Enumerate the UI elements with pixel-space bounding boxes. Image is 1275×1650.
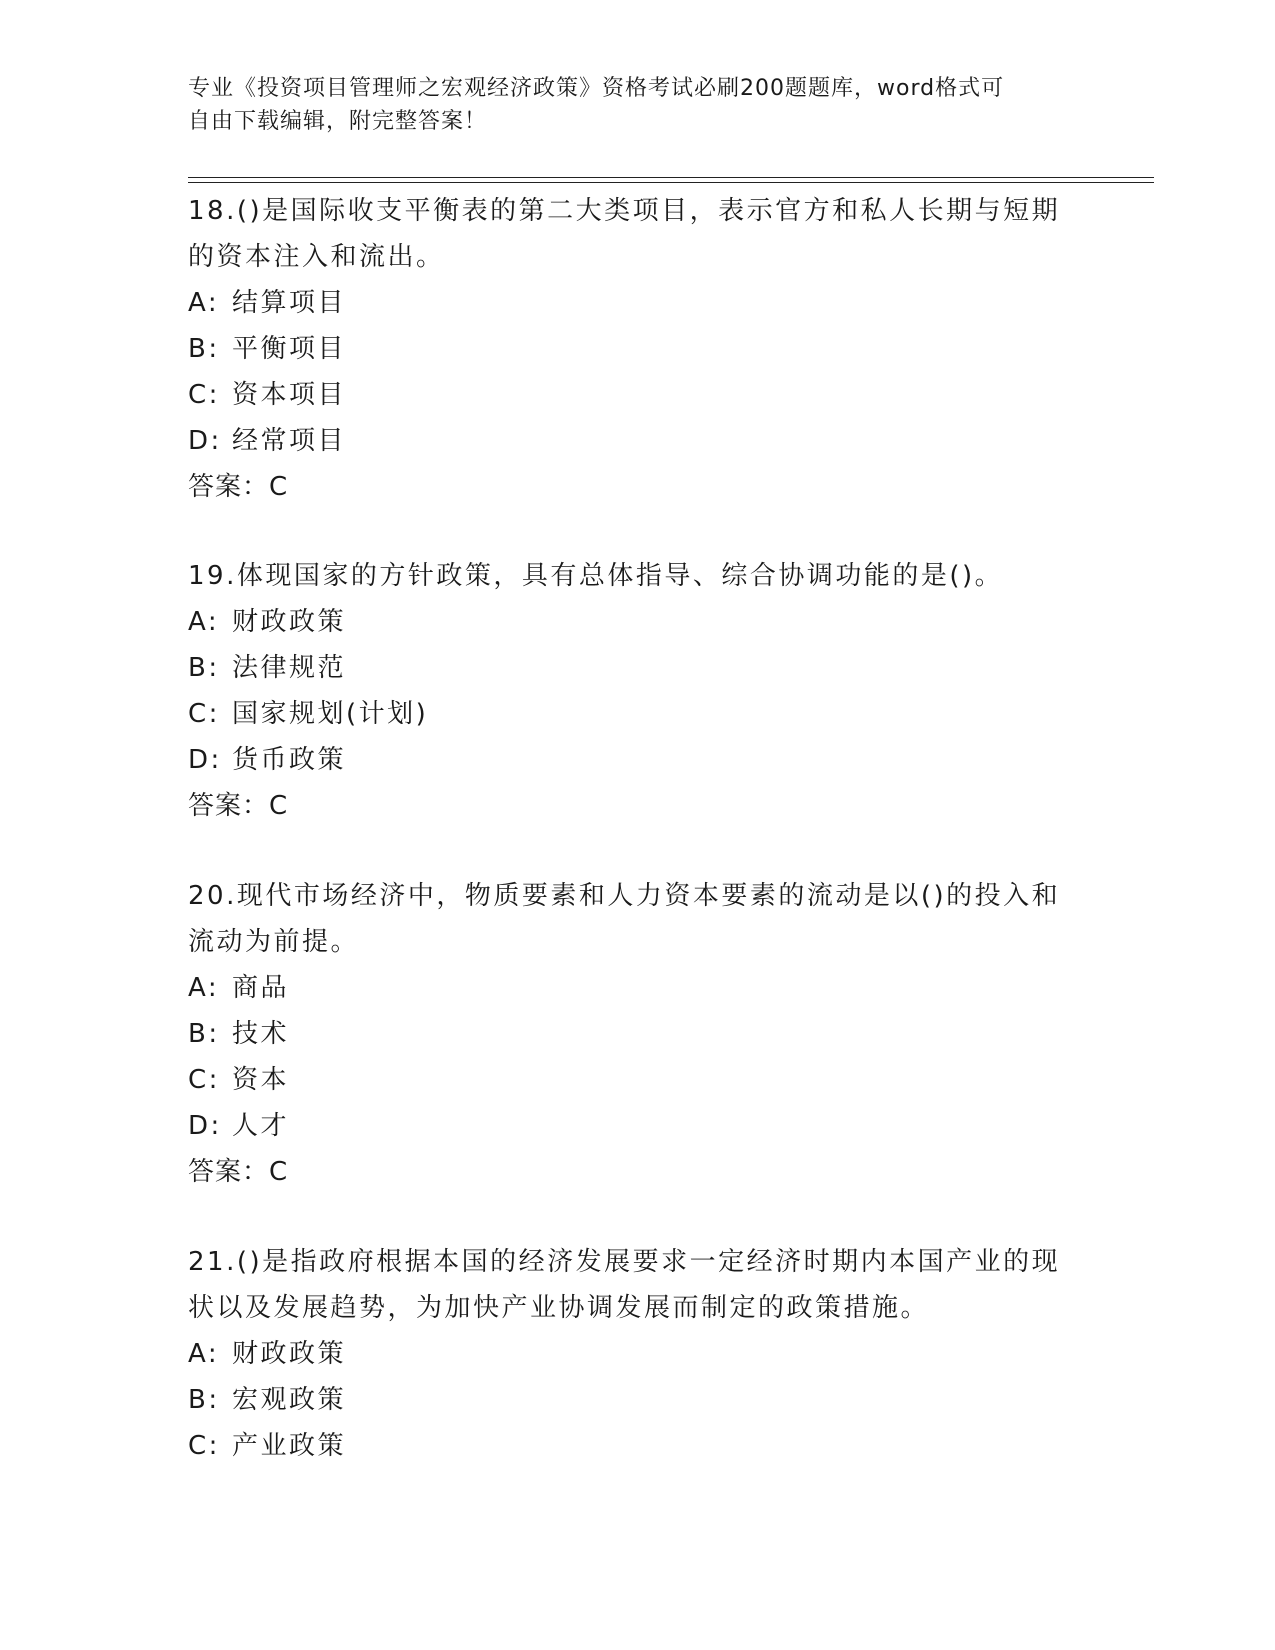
option-letter: A: [188, 1339, 220, 1369]
answer-line: 答案：C [188, 1157, 289, 1187]
option-letter: B: [188, 334, 220, 364]
question-20 [188, 873, 1088, 1195]
question-stem-line: 18.()是国际收支平衡表的第二大类项目，表示官方和私人长期与短期 [188, 196, 1061, 226]
option-letter: D: [188, 1111, 222, 1141]
option-letter: C: [188, 1065, 220, 1095]
option-text: 法律规范 [232, 653, 347, 683]
option-text: 商品 [232, 973, 290, 1003]
option-letter: B: [188, 653, 220, 683]
option-a [188, 280, 1088, 326]
header-divider-top [188, 177, 1154, 178]
question-stem-line: 19.体现国家的方针政策，具有总体指导、综合协调功能的是()。 [188, 561, 1004, 591]
option-letter: D: [188, 426, 222, 456]
option-text: 人才 [232, 1111, 290, 1141]
document-header [188, 72, 1068, 138]
option-d [188, 1103, 1088, 1149]
header-divider-bottom [188, 182, 1154, 183]
question-18 [188, 188, 1088, 510]
option-c [188, 1057, 1088, 1103]
option-d [188, 418, 1088, 464]
question-19 [188, 553, 1088, 829]
option-a [188, 965, 1088, 1011]
option-text: 国家规划(计划) [232, 699, 429, 729]
option-d [188, 737, 1088, 783]
question-stem-line: 的资本注入和流出。 [188, 242, 445, 272]
option-letter: A: [188, 288, 220, 318]
option-letter: C: [188, 699, 220, 729]
option-letter: C: [188, 1431, 220, 1461]
option-b [188, 326, 1088, 372]
option-text: 平衡项目 [232, 334, 347, 364]
option-a [188, 599, 1088, 645]
question-stem-line: 状以及发展趋势，为加快产业协调发展而制定的政策措施。 [188, 1293, 930, 1323]
option-c [188, 1423, 1088, 1469]
option-letter: C: [188, 380, 220, 410]
header-line-1: 专业《投资项目管理师之宏观经济政策》资格考试必刷200题题库，word格式可 [188, 76, 1005, 101]
answer-line: 答案：C [188, 791, 289, 821]
option-text: 货币政策 [232, 745, 347, 775]
option-b [188, 1377, 1088, 1423]
option-letter: A: [188, 973, 220, 1003]
question-stem-line: 流动为前提。 [188, 927, 360, 957]
question-stem-line: 20.现代市场经济中，物质要素和人力资本要素的流动是以()的投入和 [188, 881, 1061, 911]
option-b [188, 645, 1088, 691]
option-text: 财政政策 [232, 1339, 347, 1369]
header-line-2: 自由下载编辑，附完整答案！ [188, 109, 488, 134]
option-b [188, 1011, 1088, 1057]
option-text: 财政政策 [232, 607, 347, 637]
option-text: 产业政策 [232, 1431, 347, 1461]
option-letter: B: [188, 1385, 220, 1415]
question-stem-line: 21.()是指政府根据本国的经济发展要求一定经济时期内本国产业的现 [188, 1247, 1061, 1277]
option-a [188, 1331, 1088, 1377]
answer-line: 答案：C [188, 472, 289, 502]
option-c [188, 372, 1088, 418]
option-text: 结算项目 [232, 288, 347, 318]
option-c [188, 691, 1088, 737]
option-text: 技术 [232, 1019, 290, 1049]
option-text: 经常项目 [232, 426, 347, 456]
option-letter: D: [188, 745, 222, 775]
option-text: 宏观政策 [232, 1385, 347, 1415]
option-letter: B: [188, 1019, 220, 1049]
option-text: 资本 [232, 1065, 290, 1095]
option-letter: A: [188, 607, 220, 637]
question-21 [188, 1239, 1088, 1469]
option-text: 资本项目 [232, 380, 347, 410]
